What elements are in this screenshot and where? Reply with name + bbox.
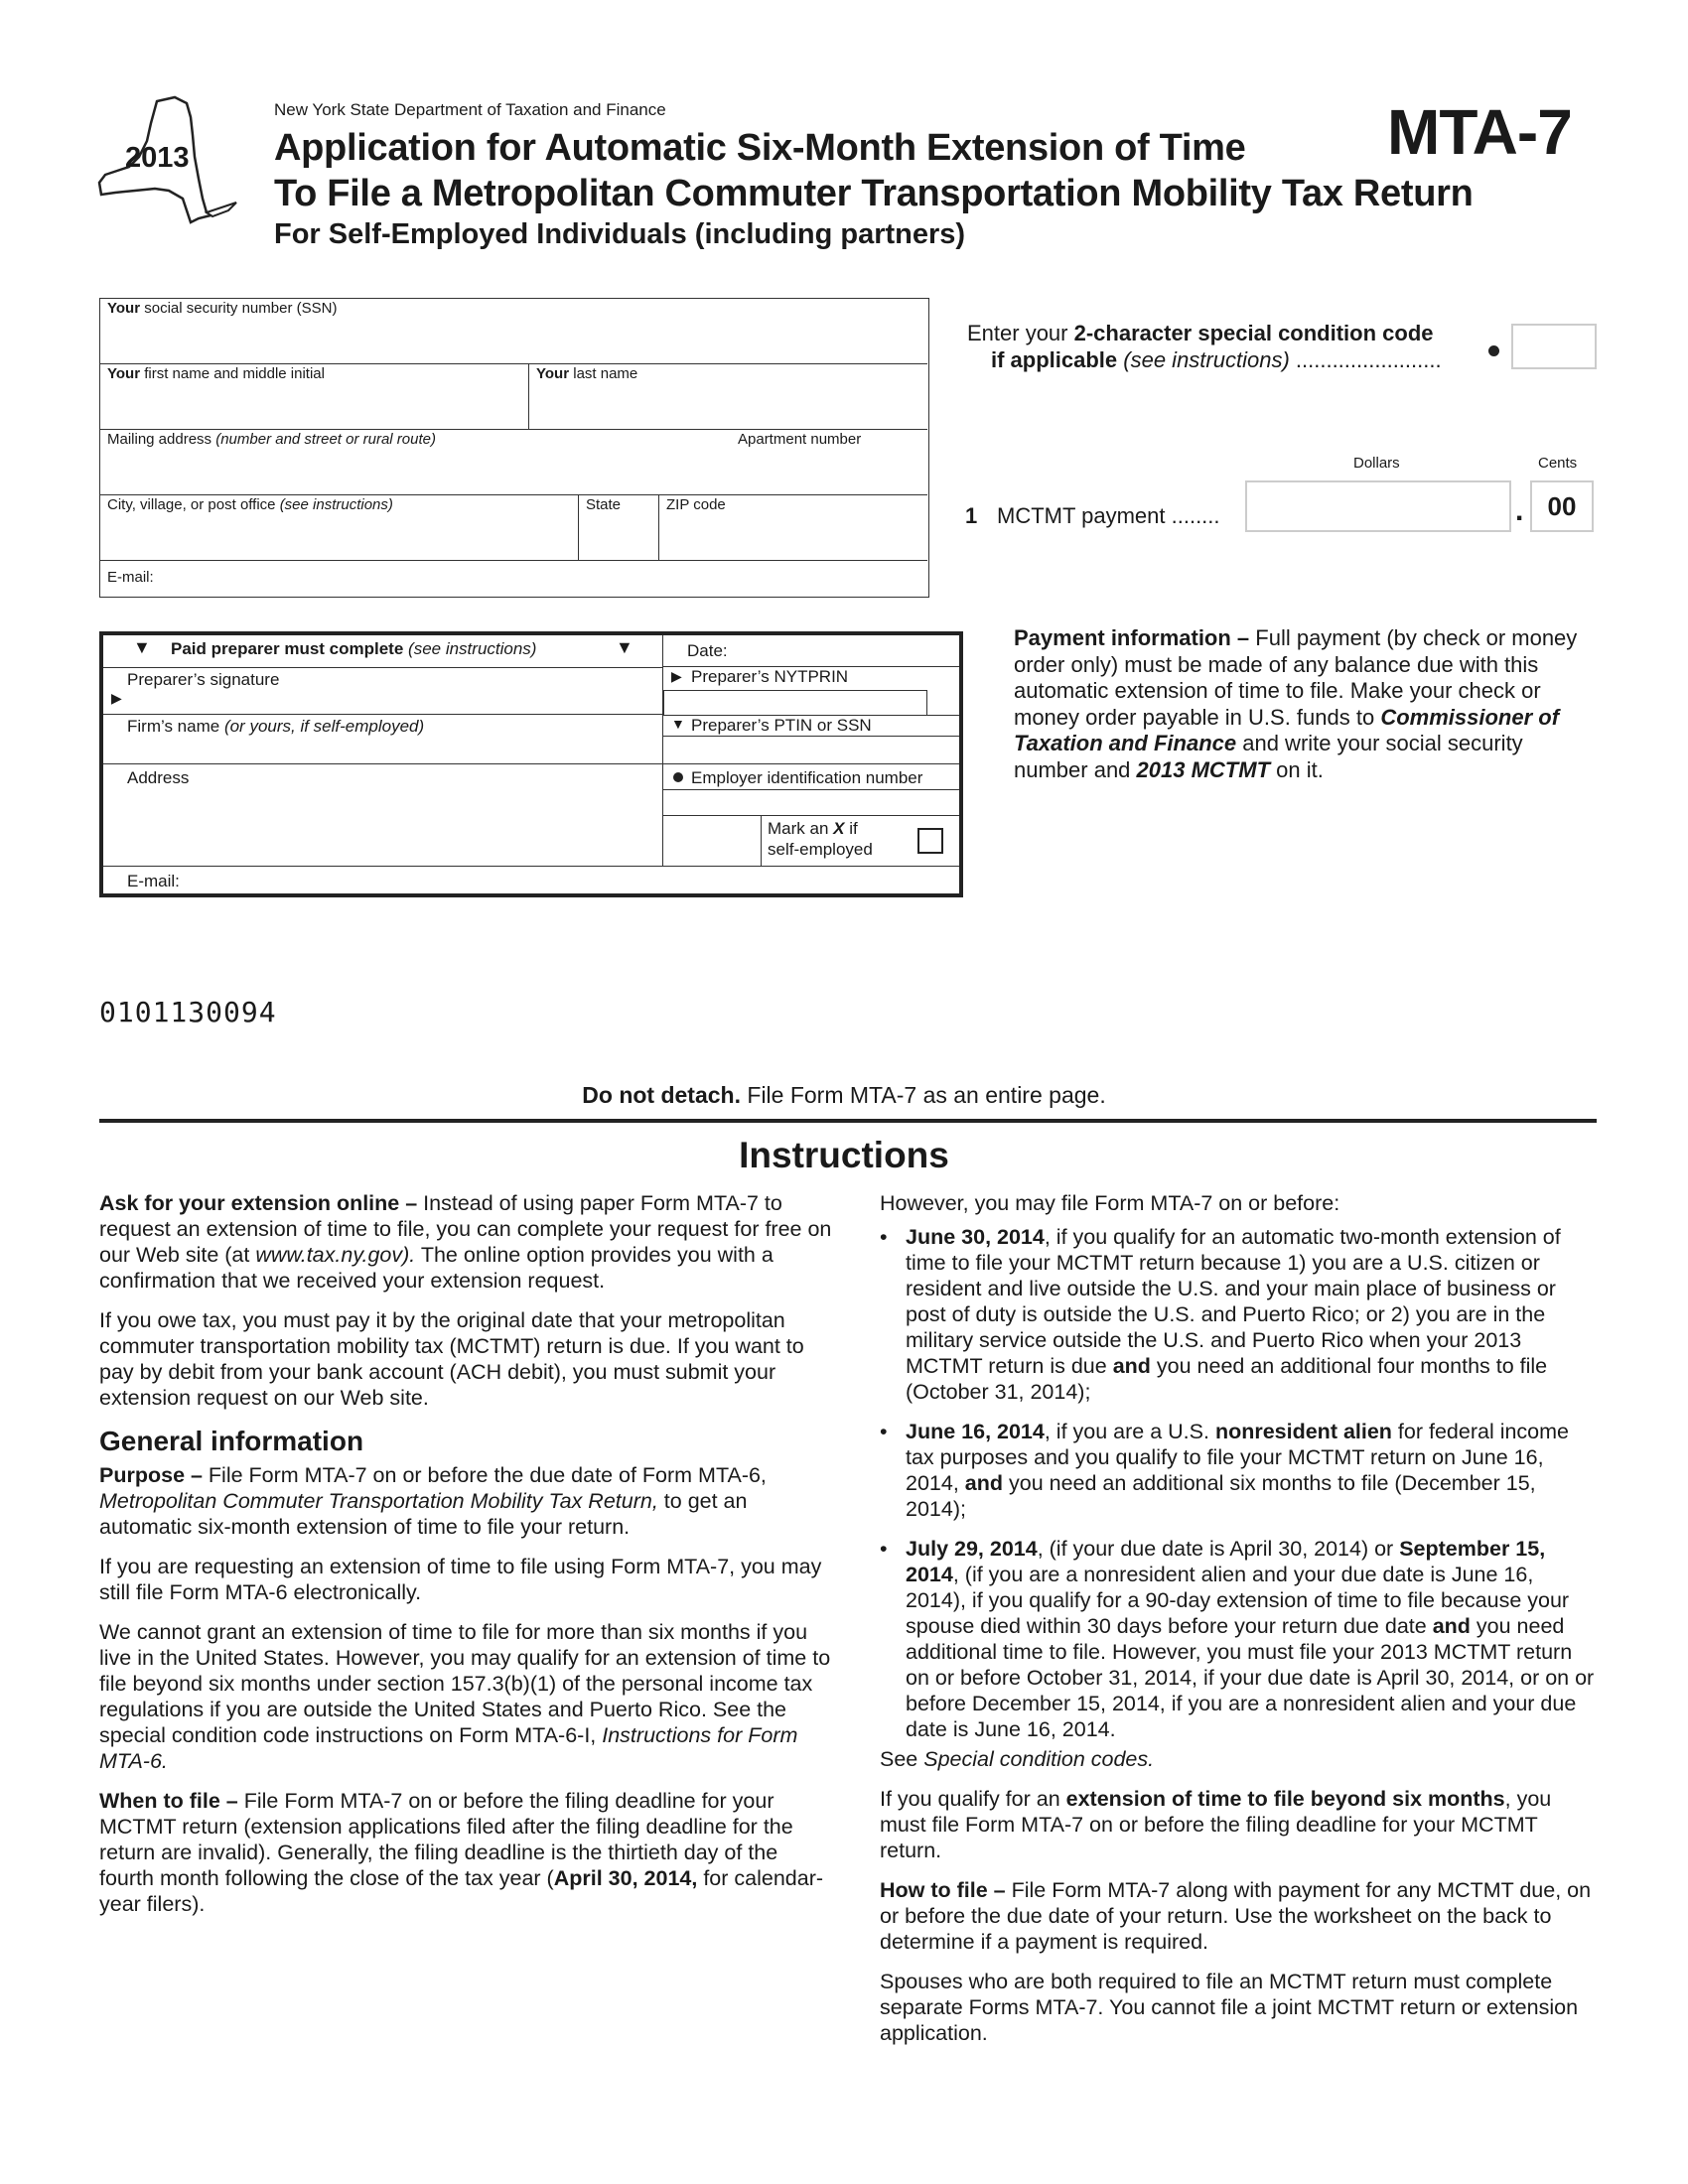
paid-preparer-box	[99, 631, 963, 897]
state-field[interactable]	[579, 495, 659, 561]
requesting-paragraph: If you are requesting an extension of time to file using Form MTA-7, you may still file Form MTA-6 electronically.	[99, 1555, 822, 1604]
instructions-left-column	[99, 1190, 834, 1931]
mctmt-payment-dollars-input[interactable]	[1245, 480, 1511, 532]
preparer-date-field[interactable]	[663, 635, 959, 667]
paragraph	[880, 1877, 1597, 1955]
payment-information	[1014, 625, 1600, 783]
bullet2-text2: for federal income tax purposes and you qualify to file your MCTMT return on June 16, 2014,	[906, 1420, 1570, 1495]
bullet1-and: and	[1112, 1354, 1151, 1378]
mark-line2: self-employed	[768, 840, 873, 859]
dollars-label: Dollars	[1353, 455, 1400, 472]
preparer-address-field[interactable]	[103, 764, 663, 866]
bullet1-text1: , if you qualify for an automatic two-month extension of time to file your MCTMT return because 1) you are a U.S. citizen or resident and live outside the U.S. and your main place of business or post of duty is outside the U.S. and Puerto Rico; or 2) you are in the military service outside the U.S. and Puerto Rico when your 2013 MCTMT return is due	[906, 1225, 1561, 1378]
beyond-text1: If you qualify for an	[880, 1787, 1066, 1811]
date-label: Date:	[687, 641, 728, 660]
ssn-label-bold: Your	[107, 300, 141, 317]
paragraph	[99, 1462, 834, 1540]
when-heading: When to file –	[99, 1789, 238, 1813]
ein-label: Employer identification number	[691, 768, 923, 787]
preparer-nytprin-input[interactable]	[663, 690, 927, 716]
bullet3-text2: , (if you are a nonresident alien and your due date is June 16, 2014), if you qualify for a 90-day extension of time to file because your spouse died within 30 days before your return due date	[906, 1563, 1570, 1638]
arrow-right-icon: ▶	[111, 690, 122, 706]
see-pre: See	[880, 1747, 924, 1771]
state-label: State	[586, 496, 622, 513]
agency-name: New York State Department of Taxation and Finance	[274, 100, 666, 119]
triangle-down-icon: ▼	[616, 637, 633, 657]
line-number: 1	[965, 503, 978, 528]
special-code-leader: ........................	[1289, 347, 1442, 372]
email-field[interactable]	[100, 561, 927, 596]
form-subtitle: For Self-Employed Individuals (including partners)	[274, 218, 966, 250]
special-code-label	[967, 320, 1442, 373]
list-item	[880, 1419, 1597, 1522]
zip-field[interactable]	[659, 495, 927, 561]
address-label: Address	[127, 768, 190, 787]
mailing-address-field[interactable]	[100, 430, 927, 495]
firm-label-italic: (or yours, if self-employed)	[223, 717, 425, 736]
last-name-label: last name	[569, 365, 638, 382]
bullet3-date2: September 15, 2014	[906, 1537, 1546, 1586]
bullet-icon: •	[880, 1420, 888, 1443]
ssn-label: social security number (SSN)	[140, 300, 338, 317]
cannot-italic: Instructions for Form MTA-6.	[99, 1723, 798, 1773]
owe-tax-paragraph: If you owe tax, you must pay it by the original date that your metropolitan commuter transportation mobility tax (MCTMT) return is due. If you want to pay by debit from your bank account (ACH debit), you must submit your extension request on our Web site.	[99, 1308, 804, 1410]
payment-info-payee: Commissioner of Taxation and Finance	[1014, 704, 1560, 755]
bullet1-date: June 30, 2014	[906, 1225, 1045, 1249]
purpose-italic: Metropolitan Commuter Transportation Mobility Tax Return,	[99, 1489, 658, 1513]
bullet3-text1: , (if your due date is April 30, 2014) or	[1037, 1537, 1400, 1561]
firm-label: Firm’s name	[127, 717, 224, 736]
when-text1: File Form MTA-7 on or before the filing deadline for your MCTMT return (extension applications filed after the filing deadline for the return are invalid). Generally, the filing deadline is the thirtieth day of the fourth month following the close of the tax year (	[99, 1789, 793, 1890]
special-code-pre: Enter your	[967, 321, 1074, 345]
paragraph	[880, 1746, 1597, 1772]
bullet2-date: June 16, 2014	[906, 1420, 1045, 1443]
arrow-right-icon: ▶	[671, 668, 682, 684]
triangle-down-icon: ▼	[133, 637, 151, 657]
preparer-signature-field[interactable]	[103, 667, 663, 715]
city-label: City, village, or post office	[107, 496, 280, 513]
signature-label: Preparer’s signature	[127, 670, 280, 689]
taxpayer-info-box	[99, 298, 929, 598]
online-text2: The online option provides you with a confirmation that we received your extension request.	[99, 1243, 774, 1293]
form-title-line2: To File a Metropolitan Commuter Transportation Mobility Tax Return	[274, 173, 1474, 214]
bullet3-and: and	[1432, 1614, 1471, 1638]
city-field[interactable]	[100, 495, 579, 561]
purpose-text2: to get an automatic six-month extension of time to file your return.	[99, 1489, 748, 1539]
scan-line-number: 0101130094	[99, 996, 277, 1028]
first-name-field[interactable]	[100, 364, 529, 430]
preparer-heading: Paid preparer must complete	[171, 639, 404, 658]
payment-info-text1: Full payment (by check or money order only) must be made of any balance due with this automatic extension of time to file. Make your check or money order payable in U.S. funds to	[1014, 625, 1578, 730]
bullet-dot-icon	[673, 772, 683, 782]
beyond-bold: extension of time to file beyond six months	[1065, 1787, 1505, 1811]
instructions-heading: Instructions	[739, 1135, 949, 1175]
email-label: E-mail:	[107, 569, 154, 586]
bullet2-bold: nonresident alien	[1214, 1420, 1392, 1443]
tax-year: 2013	[125, 142, 190, 174]
preparer-email-field[interactable]	[103, 866, 959, 893]
mark-x: X	[833, 819, 845, 838]
special-code-italic: (see instructions)	[1117, 347, 1290, 372]
bullet3-text3: you need additional time to file. However, you must file your 2013 MCTMT return on or before October 31, 2014, if your due date is April 30, 2014, or on or before December 15, 2014, if you are a nonresident alien and your due date is June 16, 2014.	[906, 1614, 1595, 1741]
divider	[99, 1119, 1597, 1123]
bullet-dot-icon	[1488, 345, 1499, 356]
bullet-icon: •	[880, 1537, 888, 1561]
employer-id-input[interactable]	[663, 790, 959, 816]
general-information-heading: General information	[99, 1426, 364, 1456]
detach-text: File Form MTA-7 as an entire page.	[741, 1082, 1106, 1108]
instructions-right-column	[880, 1190, 1597, 2060]
web-link[interactable]: www.tax.ny.gov).	[255, 1243, 416, 1267]
ptin-label: Preparer’s PTIN or SSN	[691, 716, 872, 735]
nytprin-label: Preparer’s NYTPRIN	[691, 667, 849, 686]
special-code-if-applicable: if applicable	[991, 347, 1118, 372]
bullet2-and: and	[964, 1471, 1004, 1495]
firm-name-field[interactable]	[103, 715, 663, 764]
online-text1: Instead of using paper Form MTA-7 to request an extension of time to file, you can complete your request for free on our Web site (at	[99, 1191, 832, 1267]
mailing-label-italic: (number and street or rural route)	[215, 431, 436, 448]
preparer-ptin-input[interactable]	[663, 737, 959, 764]
when-text2: for calendar-year filers).	[99, 1866, 824, 1916]
last-name-label-bold: Your	[536, 365, 570, 382]
form-number: MTA-7	[1387, 96, 1572, 168]
purpose-text1: File Form MTA-7 on or before the due date of Form MTA-6,	[202, 1463, 767, 1487]
paragraph	[99, 1788, 834, 1917]
bullet1-text2: you need an additional four months to file (October 31, 2014);	[906, 1354, 1548, 1404]
first-name-label-bold: Your	[107, 365, 141, 382]
self-employed-checkbox[interactable]	[917, 828, 943, 854]
city-label-italic: (see instructions)	[279, 496, 393, 513]
bullet2-text1: , if you are a U.S.	[1044, 1420, 1215, 1443]
payment-info-text2: and write your social security number and	[1014, 731, 1523, 782]
payment-info-memo: 2013 MCTMT	[1136, 756, 1271, 782]
bullet-icon: •	[880, 1225, 888, 1249]
zip-label: ZIP code	[666, 496, 726, 513]
paragraph	[880, 1786, 1597, 1863]
spouses-paragraph: Spouses who are both required to file an MCTMT return must complete separate Forms MTA-7. You cannot file a joint MCTMT return or extension application.	[880, 1970, 1579, 2045]
cannot-text: We cannot grant an extension of time to file for more than six months if you live in the United States. However, you may qualify for an extension of time to file beyond six months under section 157.3(b)(1) of the personal income tax regulations if you are outside the United States and Puerto Rico. See the special condition code instructions on Form MTA-6-I,	[99, 1620, 831, 1747]
list-item	[880, 1224, 1597, 1405]
last-name-field[interactable]	[529, 364, 927, 430]
form-title-line1: Application for Automatic Six-Month Extension of Time	[274, 127, 1246, 169]
payment-info-text3: on it.	[1270, 756, 1324, 782]
special-code-bold: 2-character special condition code	[1073, 321, 1434, 345]
bullet3-date1: July 29, 2014	[906, 1537, 1038, 1561]
when-bold: April 30, 2014,	[553, 1866, 698, 1890]
list-item	[880, 1536, 1597, 1742]
special-code-input[interactable]	[1511, 324, 1597, 369]
however-paragraph: However, you may file Form MTA-7 on or before:	[880, 1191, 1340, 1215]
see-italic: Special condition codes.	[923, 1747, 1155, 1771]
mark-pre: Mark an	[768, 819, 834, 838]
preparer-heading-italic: (see instructions)	[403, 639, 537, 658]
paragraph	[99, 1619, 834, 1774]
preparer-email-label: E-mail:	[127, 872, 180, 890]
decimal-point: .	[1515, 494, 1524, 527]
bullet2-text3: you need an additional six months to file (December 15, 2014);	[906, 1471, 1536, 1521]
detach-bold: Do not detach.	[582, 1082, 741, 1108]
mctmt-payment-label: MCTMT payment ........	[997, 503, 1220, 528]
how-heading: How to file –	[880, 1878, 1006, 1902]
beyond-text2: , you must file Form MTA-7 on or before the filing deadline for your MCTMT return.	[880, 1787, 1552, 1862]
ssn-field[interactable]	[100, 299, 927, 364]
online-heading: Ask for your extension online –	[99, 1191, 418, 1215]
triangle-down-icon: ▼	[671, 716, 685, 732]
mark-post: if	[844, 819, 858, 838]
payment-info-heading: Payment information –	[1014, 625, 1250, 650]
how-text: File Form MTA-7 along with payment for any MCTMT due, on or before the due date of your return. Use the worksheet on the back to determine if a payment is required.	[880, 1878, 1592, 1954]
apartment-label: Apartment number	[738, 431, 862, 448]
detach-notice	[0, 1082, 1688, 1109]
purpose-heading: Purpose –	[99, 1463, 203, 1487]
cents-label: Cents	[1538, 455, 1578, 472]
mailing-label: Mailing address	[107, 431, 216, 448]
mctmt-payment-cents[interactable]: 00	[1530, 480, 1594, 532]
first-name-label: first name and middle initial	[140, 365, 325, 382]
paragraph	[99, 1190, 834, 1294]
